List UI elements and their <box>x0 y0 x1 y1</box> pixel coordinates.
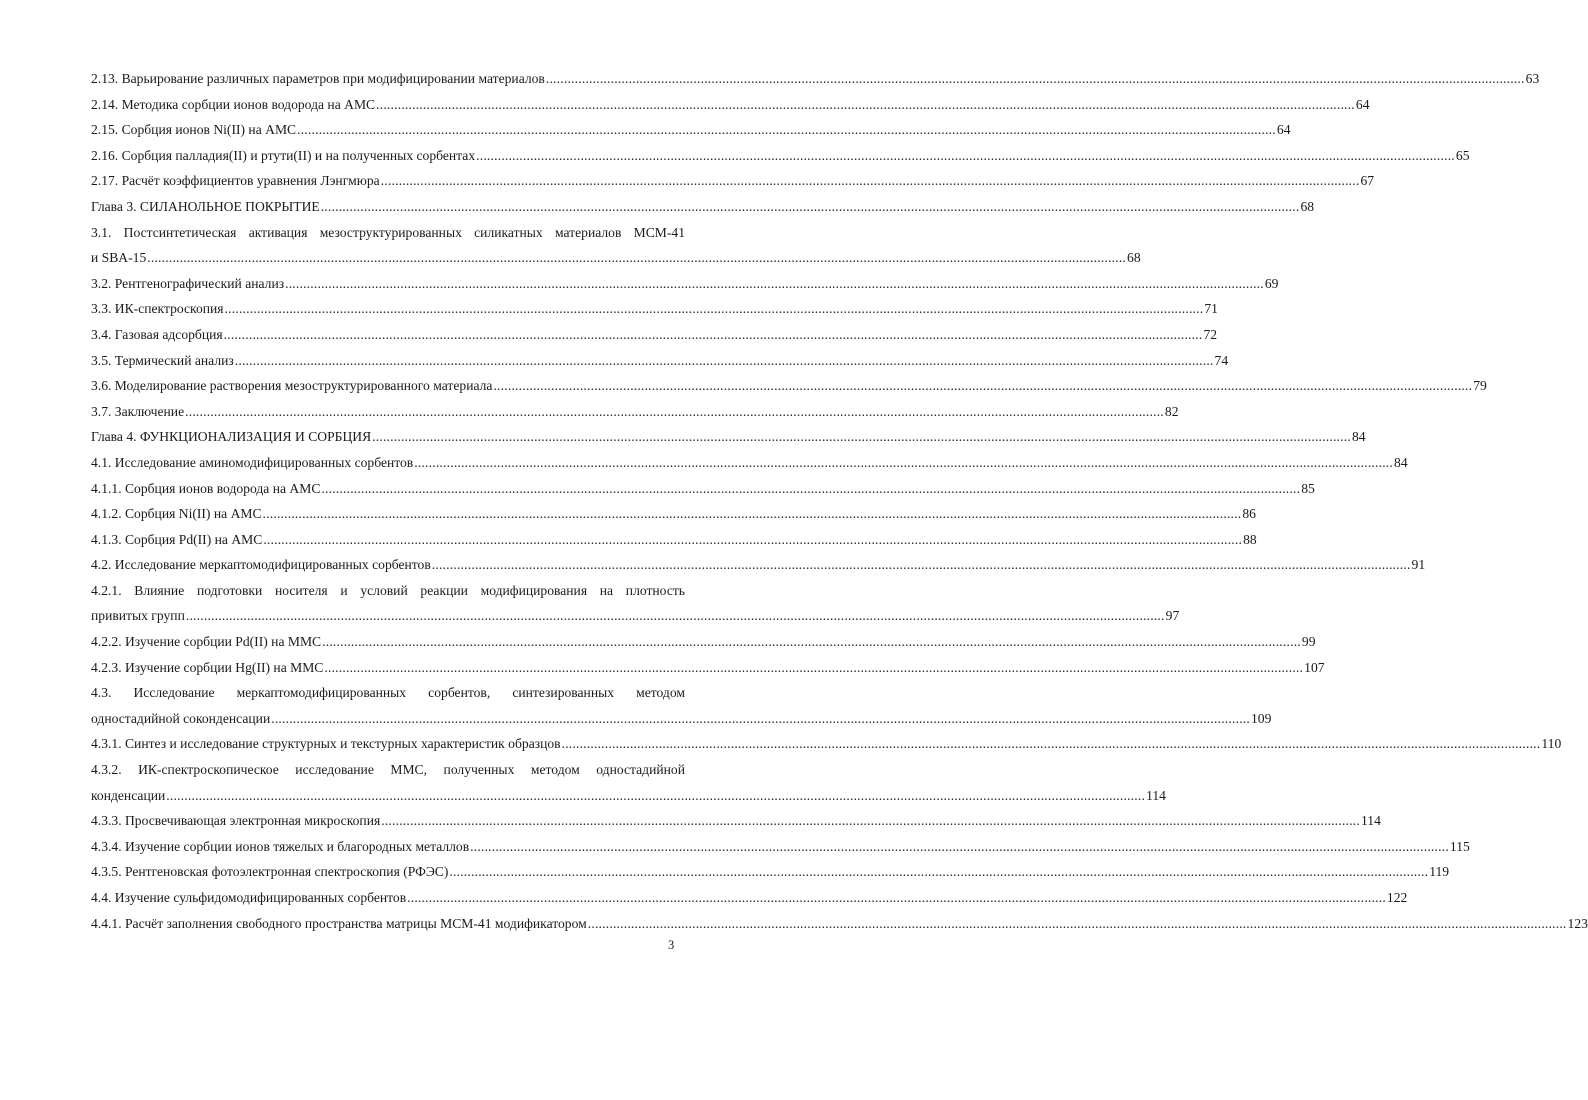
dot-leader <box>321 476 1300 502</box>
toc-entry-title: 4.1.3. Сорбция Pd(II) на АМС <box>91 531 263 547</box>
toc-entry-page: 64 <box>1355 96 1370 112</box>
toc-entry-page: 119 <box>1429 864 1450 880</box>
dot-leader <box>235 348 1214 374</box>
toc-entry-title: 3.5. Термический анализ <box>91 352 234 368</box>
toc-entry-multiline <box>91 578 1180 629</box>
dot-leader <box>449 859 1428 885</box>
toc-entry <box>91 322 1218 348</box>
toc-chapter-entry <box>91 424 1366 450</box>
toc-entry-title: 2.16. Сорбция палладия(II) и ртути(II) и на полученных сорбентах <box>91 147 476 163</box>
dot-leader <box>493 373 1472 399</box>
toc-entry-page: 110 <box>1541 736 1562 752</box>
toc-entry-title: 4.3.5. Рентгеновская фотоэлектронная спектроскопия (РФЭС) <box>91 864 449 880</box>
dot-leader <box>381 808 1360 834</box>
toc-entry-title: 4.3.3. Просвечивающая электронная микроскопия <box>91 813 381 829</box>
toc-entry-page: 115 <box>1449 838 1470 854</box>
toc-entry-title: 3.6. Моделирование растворения мезоструктурированного материала <box>91 378 493 394</box>
toc-entry-title: 4.1.2. Сорбция Ni(II) на АМС <box>91 506 262 522</box>
toc-entry-multiline <box>91 220 1141 271</box>
toc-entry <box>91 399 1179 425</box>
toc-entry <box>91 271 1279 297</box>
toc-entry-title: 4.2.2. Изучение сорбции Pd(II) на ММС <box>91 634 322 650</box>
toc-entry-page: 69 <box>1264 275 1279 291</box>
toc-entry-page: 99 <box>1301 634 1316 650</box>
toc-entry-title: 4.1.1. Сорбция ионов водорода на АМС <box>91 480 321 496</box>
toc-entry-page: 63 <box>1525 71 1540 86</box>
toc-entry <box>91 731 1562 757</box>
toc-entry-page: 65 <box>1455 147 1470 163</box>
dot-leader <box>263 527 1242 553</box>
dot-leader <box>285 271 1264 297</box>
dot-leader <box>166 783 1145 809</box>
toc-entry-title-line2: привитых групп <box>91 608 185 624</box>
toc-entry-title: 3.2. Рентгенографический анализ <box>91 275 285 291</box>
toc-entry-title: 4.3.4. Изучение сорбции ионов тяжелых и благородных металлов <box>91 838 470 854</box>
dot-leader <box>147 245 1126 271</box>
toc-entry-title-line2: конденсации <box>91 787 166 803</box>
toc-entry <box>91 808 1381 834</box>
toc-entry <box>91 527 1257 553</box>
toc-entry-title: 2.17. Расчёт коэффициентов уравнения Лэнгмюра <box>91 173 380 189</box>
toc-entry-page: 84 <box>1394 454 1408 470</box>
toc-entry <box>91 92 1370 118</box>
dot-leader <box>372 424 1351 450</box>
toc-entry-title: 4.4.1. Расчёт заполнения свободного пространства матрицы МСМ-41 модификатором <box>91 915 587 931</box>
toc-entry-title: 4.3.1. Синтез и исследование структурных и текстурных характеристик образцов <box>91 736 561 752</box>
toc-entry-title: Глава 4. ФУНКЦИОНАЛИЗАЦИЯ И СОРБЦИЯ <box>91 429 372 445</box>
dot-leader <box>414 450 1393 476</box>
dot-leader <box>476 143 1455 169</box>
dot-leader <box>321 194 1300 220</box>
table-of-contents <box>91 66 1588 936</box>
toc-entry-page: 68 <box>1127 250 1141 266</box>
toc-entry-title-line2: одностадийной соконденсации <box>91 710 271 726</box>
dot-leader <box>562 731 1541 757</box>
toc-entry-page: 79 <box>1473 378 1487 394</box>
toc-entry-page: 114 <box>1361 813 1381 829</box>
toc-entry <box>91 168 1375 194</box>
toc-chapter-entry <box>91 194 1315 220</box>
dot-leader <box>271 706 1250 732</box>
dot-leader <box>432 552 1411 578</box>
toc-entry <box>91 476 1315 502</box>
dot-leader <box>588 911 1567 937</box>
toc-entry-page: 67 <box>1360 173 1375 189</box>
dot-leader <box>297 117 1276 143</box>
dot-leader <box>381 168 1360 194</box>
toc-entry-title: 4.2.3. Изучение сорбции Hg(II) на ММС <box>91 659 324 675</box>
toc-entry <box>91 629 1316 655</box>
toc-entry-page: 85 <box>1301 480 1315 496</box>
toc-entry-page: 64 <box>1276 122 1291 138</box>
toc-entry-page: 71 <box>1204 301 1218 317</box>
dot-leader <box>376 92 1355 118</box>
toc-entry-page: 97 <box>1165 608 1180 624</box>
dot-leader <box>263 501 1242 527</box>
toc-entry <box>91 450 1408 476</box>
toc-entry-page: 86 <box>1242 506 1256 522</box>
toc-entry-title: Глава 3. СИЛАНОЛЬНОЕ ПОКРЫТИЕ <box>91 198 320 214</box>
toc-entry-page: 68 <box>1300 198 1315 214</box>
toc-entry-page: 123 <box>1567 915 1588 931</box>
toc-entry-page: 122 <box>1386 890 1408 905</box>
toc-entry-title-line2: и SBA-15 <box>91 250 147 266</box>
dot-leader <box>546 66 1525 92</box>
toc-entry <box>91 885 1408 911</box>
dot-leader <box>225 296 1204 322</box>
toc-entry-title-line1: 4.3. Исследование меркаптомодифицированных сорбентов, синтезированных методом <box>91 685 685 701</box>
toc-entry <box>91 296 1218 322</box>
toc-entry-title: 3.4. Газовая адсорбция <box>91 326 223 342</box>
toc-entry-title: 4.1. Исследование аминомодифицированных сорбентов <box>91 454 414 470</box>
toc-entry-page: 114 <box>1146 787 1166 803</box>
toc-entry-title: 4.4. Изучение сульфидомодифицированных сорбентов <box>91 890 407 905</box>
toc-entry-multiline <box>91 757 1166 808</box>
toc-entry <box>91 911 1588 937</box>
dot-leader <box>185 399 1164 425</box>
dot-leader <box>470 834 1449 860</box>
toc-entry-title: 3.3. ИК-спектроскопия <box>91 301 224 317</box>
toc-entry <box>91 373 1487 399</box>
dot-leader <box>324 655 1303 681</box>
toc-entry-title-line1: 3.1. Постсинтетическая активация мезоструктурированных силикатных материалов МСМ-41 <box>91 224 685 240</box>
toc-entry-title: 2.14. Методика сорбции ионов водорода на АМС <box>91 96 376 112</box>
dot-leader <box>407 885 1386 911</box>
toc-entry-title: 2.15. Сорбция ионов Ni(II) на АМС <box>91 122 297 138</box>
toc-entry <box>91 501 1256 527</box>
toc-entry-page: 82 <box>1164 403 1179 419</box>
page-number: 3 <box>668 938 675 952</box>
dot-leader <box>224 322 1203 348</box>
toc-entry <box>91 117 1291 143</box>
toc-entry <box>91 834 1470 860</box>
toc-entry-page: 107 <box>1304 659 1325 675</box>
toc-entry <box>91 859 1450 885</box>
dot-leader <box>186 603 1165 629</box>
dot-leader <box>322 629 1301 655</box>
toc-entry-page: 109 <box>1251 710 1272 726</box>
toc-entry-multiline <box>91 680 1272 731</box>
toc-entry-title: 4.2. Исследование меркаптомодифицированных сорбентов <box>91 557 431 573</box>
toc-entry <box>91 348 1229 374</box>
toc-entry <box>91 66 1540 92</box>
toc-entry-page: 84 <box>1351 429 1366 445</box>
toc-entry-title-line1: 4.2.1. Влияние подготовки носителя и условий реакции модифицирования на плотность <box>91 582 685 598</box>
toc-entry <box>91 143 1470 169</box>
toc-entry-page: 72 <box>1203 326 1218 342</box>
toc-entry-title: 2.13. Варьирование различных параметров при модифицировании материалов <box>91 71 545 86</box>
toc-entry <box>91 655 1325 681</box>
toc-entry-title: 3.7. Заключение <box>91 403 185 419</box>
toc-entry-title-line1: 4.3.2. ИК-спектроскопическое исследование ММС, полученных методом одностадийной <box>91 762 685 778</box>
toc-entry-page: 88 <box>1243 531 1257 547</box>
toc-entry <box>91 552 1426 578</box>
toc-entry-page: 91 <box>1411 557 1426 573</box>
toc-entry-page: 74 <box>1214 352 1229 368</box>
